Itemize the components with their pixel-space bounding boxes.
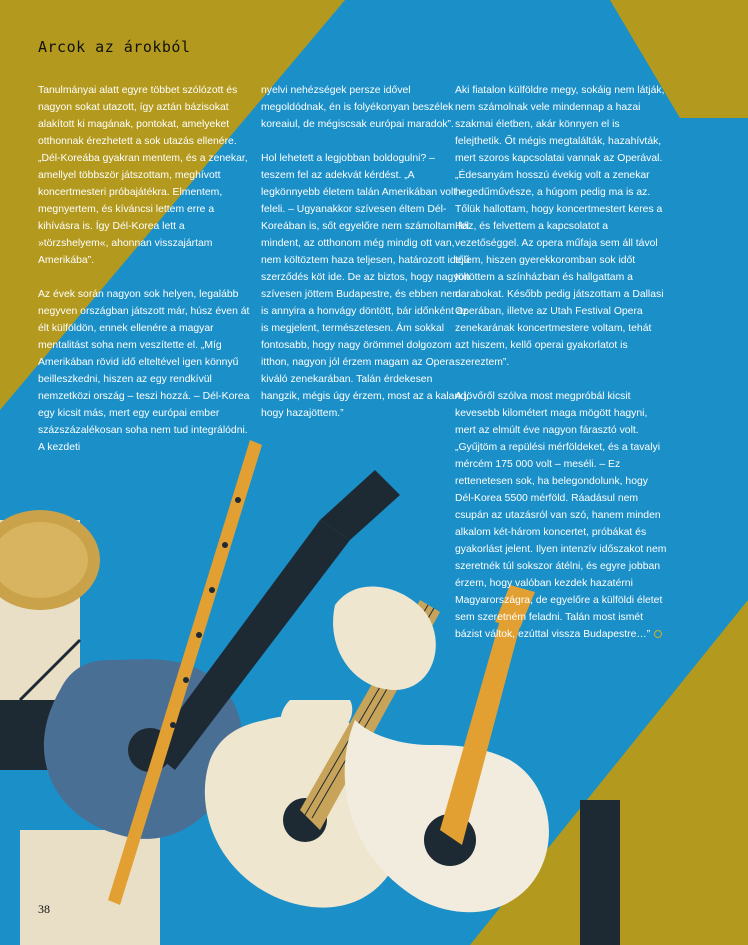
text-column-1 — [38, 82, 252, 473]
page-number: 38 — [38, 902, 50, 916]
text-column-3 — [455, 82, 667, 660]
end-of-article-icon — [654, 630, 662, 638]
article-title: Arcok az árokból — [38, 38, 191, 56]
paragraph: Az évek során nagyon sok helyen, legalább negyven országban játszott már, húsz éven át élt külföldön, ennek ellenére a magyar mentalitást soha nem veszítette el. „Míg Amerikában rövid idő elteltével igen könnyű beilleszkedni, hiszen az egy rendkívül nemzetközi ország – teszi hozzá. – Dél-Korea egy kicsit más, mert egy európai ember százszázalékosan soha nem tud integrálódni. A kezdeti — [38, 289, 250, 453]
paragraph: Tanulmányai alatt egyre többet szólózott és nagyon sokat utazott, így aztán bázisokat alakított ki magának, pontokat, amelyeket otthonnak érezhetett a sok utazás ellenére. „Dél-Koreába gyakran mentem, és a zenekar, amellyel többször játszottam, meghívott koncertmesteri próbajátékra. Elmentem, megnyertem, és kíváncsi lettem erre a kihívásra is. Így Dél-Korea lett a »törzshelyem«, ahonnan visszajártam Amerikába”. — [38, 85, 248, 266]
final-paragraph-text: A jövőről szólva most megpróbál kicsit kevesebb kilométert maga mögött hagyni, mert az elmúlt éve nagyon fárasztó volt. „Gyűjtöm a repülési mérföldeket, és a tavalyi mércém 175 000 volt – meséli. – Ez rettenetesen sok, ha belegondolunk, hogy Dél-Korea 5500 mérföld. Ráadásul nem csupán az utazásról van szó, hanem minden alkalom két-három koncertet, próbákat és gyakorlást jelent. Ilyen intenzív időszakot nem szeretnék túl sokszor átélni, és egyre jobban érzem, hogy valóban kezdek hazatérni Magyarországra, de egyelőre a külföldi életet sem szeretném feladni. Talán most ismét bázist váltok, ezúttal vissza Budapestre…” — [455, 391, 667, 640]
paragraph — [455, 388, 667, 643]
paragraph: nyelvi nehézségek persze idővel megoldódnak, én is folyékonyan beszélek koreaiul, de mégiscsak európai maradok”. — [261, 85, 454, 130]
text-column-2 — [261, 82, 471, 439]
paragraph: Hol lehetett a legjobban boldogulni? – teszem fel az adekvát kérdést. „A legkönnyebb életem talán Amerikában volt – feleli. – Ugyanakkor szívesen éltem Dél-Koreában is, sőt egyelőre nem számoltam fel mindent, az otthonom még mindig ott van, nem költöztem haza teljesen, határozott idejű szerződés köt ide. De az biztos, hogy nagyon szívesen jöttem Budapestre, és ebben nem is annyira a honvágy döntött, bár időnként az is megjelent, természetesen. Ám sokkal fontosabb, hogy nagy örömmel dolgozom itthon, nagyon jól érzem magam az Opera kiváló zenekarában. Talán érdekesen hangzik, mégis úgy érzem, most az a kaland, hogy hazajöttem.” — [261, 153, 471, 419]
paragraph: Aki fiatalon külföldre megy, sokáig nem látják, nem számolnak vele mindennap a hazai szakmai életben, akár könnyen el is felejthetik. Őt mégis megtalálták, hazahívták, mert szoros kapcsolatai vannak az Operával. „Édesanyám hosszú évekig volt a zenekar hegedűművésze, a húgom pedig ma is az. Tőlük hallottam, hogy koncertmestert keres a Ház, és felvettem a kapcsolatot a vezetőséggel. Az opera műfaja sem áll távol tőlem, hiszen gyerekkoromban sok időt töltöttem a színházban és hallgattam a darabokat. Később pedig játszottam a Dallasi Operában, illetve az Utah Festival Opera zenekarának koncertmestere voltam, tehát azt hiszem, kellő operai gyakorlatot is szereztem”. — [455, 85, 665, 368]
